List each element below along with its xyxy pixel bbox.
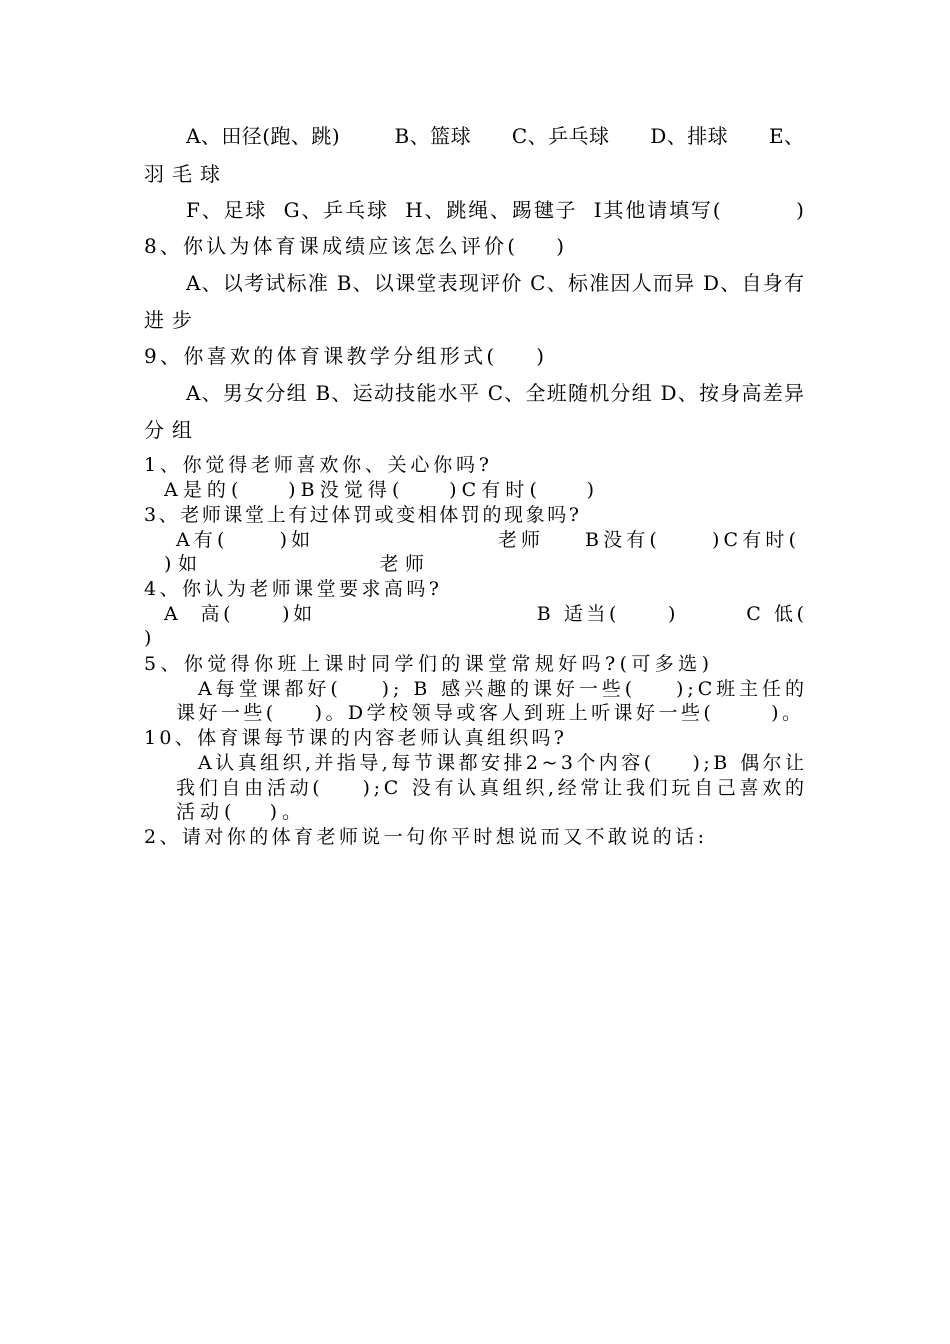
question-10: 10、体育课每节课的内容老师认真组织吗? xyxy=(144,727,568,749)
q5-options-line-1: A每堂课都好( ); B 感兴趣的课好一些( );C班主任的 xyxy=(198,678,808,700)
question-4: 4、你认为老师课堂要求高吗? xyxy=(144,578,443,600)
q8-options-line-2: 进步 xyxy=(144,308,200,332)
q9-options-line-2: 分组 xyxy=(144,418,200,442)
q10-options-line-2: 我们自由活动( );C 没有认真组织,经常让我们玩自己喜欢的 xyxy=(176,777,808,799)
q10-options-line-1: A认真组织,并指导,每节课都安排2~3个内容( );B 偶尔让 xyxy=(198,752,808,774)
q3-options-line-1: A有( )如 老师 B没有( )C有时( xyxy=(176,529,801,551)
q7-options-line-2: 羽毛球 xyxy=(144,162,228,186)
q8-options-line-1: A、以考试标准 B、以课堂表现评价 C、标准因人而异 D、自身有 xyxy=(186,271,806,295)
q7-options-line-3: F、足球 G、乒乓球 H、跳绳、踢毽子 I其他请填写( ) xyxy=(186,198,806,222)
q4-options-line-1: A 高( )如 B 适当( ) C 低( xyxy=(164,603,808,625)
question-3: 3、老师课堂上有过体罚或变相体罚的现象吗? xyxy=(144,504,582,526)
question-5: 5、你觉得你班上课时同学们的课堂常规好吗?(可多选) xyxy=(144,653,714,675)
q10-options-line-3: 活动( )。 xyxy=(176,801,306,823)
q3-options-line-2: )如 老师 xyxy=(164,553,431,575)
q5-options-line-2: 课好一些( )。D学校领导或客人到班上听课好一些( )。 xyxy=(176,702,805,724)
question-1: 1、你觉得老师喜欢你、关心你吗? xyxy=(144,454,493,476)
question-9: 9、你喜欢的体育课教学分组形式( ) xyxy=(144,344,548,368)
q9-options-line-1: A、男女分组 B、运动技能水平 C、全班随机分组 D、按身高差异 xyxy=(186,381,806,405)
question-8: 8、你认为体育课成绩应该怎么评价( ) xyxy=(144,234,568,258)
question-2: 2、请对你的体育老师说一句你平时想说而又不敢说的话: xyxy=(144,826,708,848)
q1-options: A是的( )B没觉得( )C有时( ) xyxy=(164,479,600,501)
q7-options-line-1: A、田径(跑、跳) B、篮球 C、乒乓球 D、排球 E、 xyxy=(186,124,805,148)
q4-options-line-2: ) xyxy=(144,627,160,649)
